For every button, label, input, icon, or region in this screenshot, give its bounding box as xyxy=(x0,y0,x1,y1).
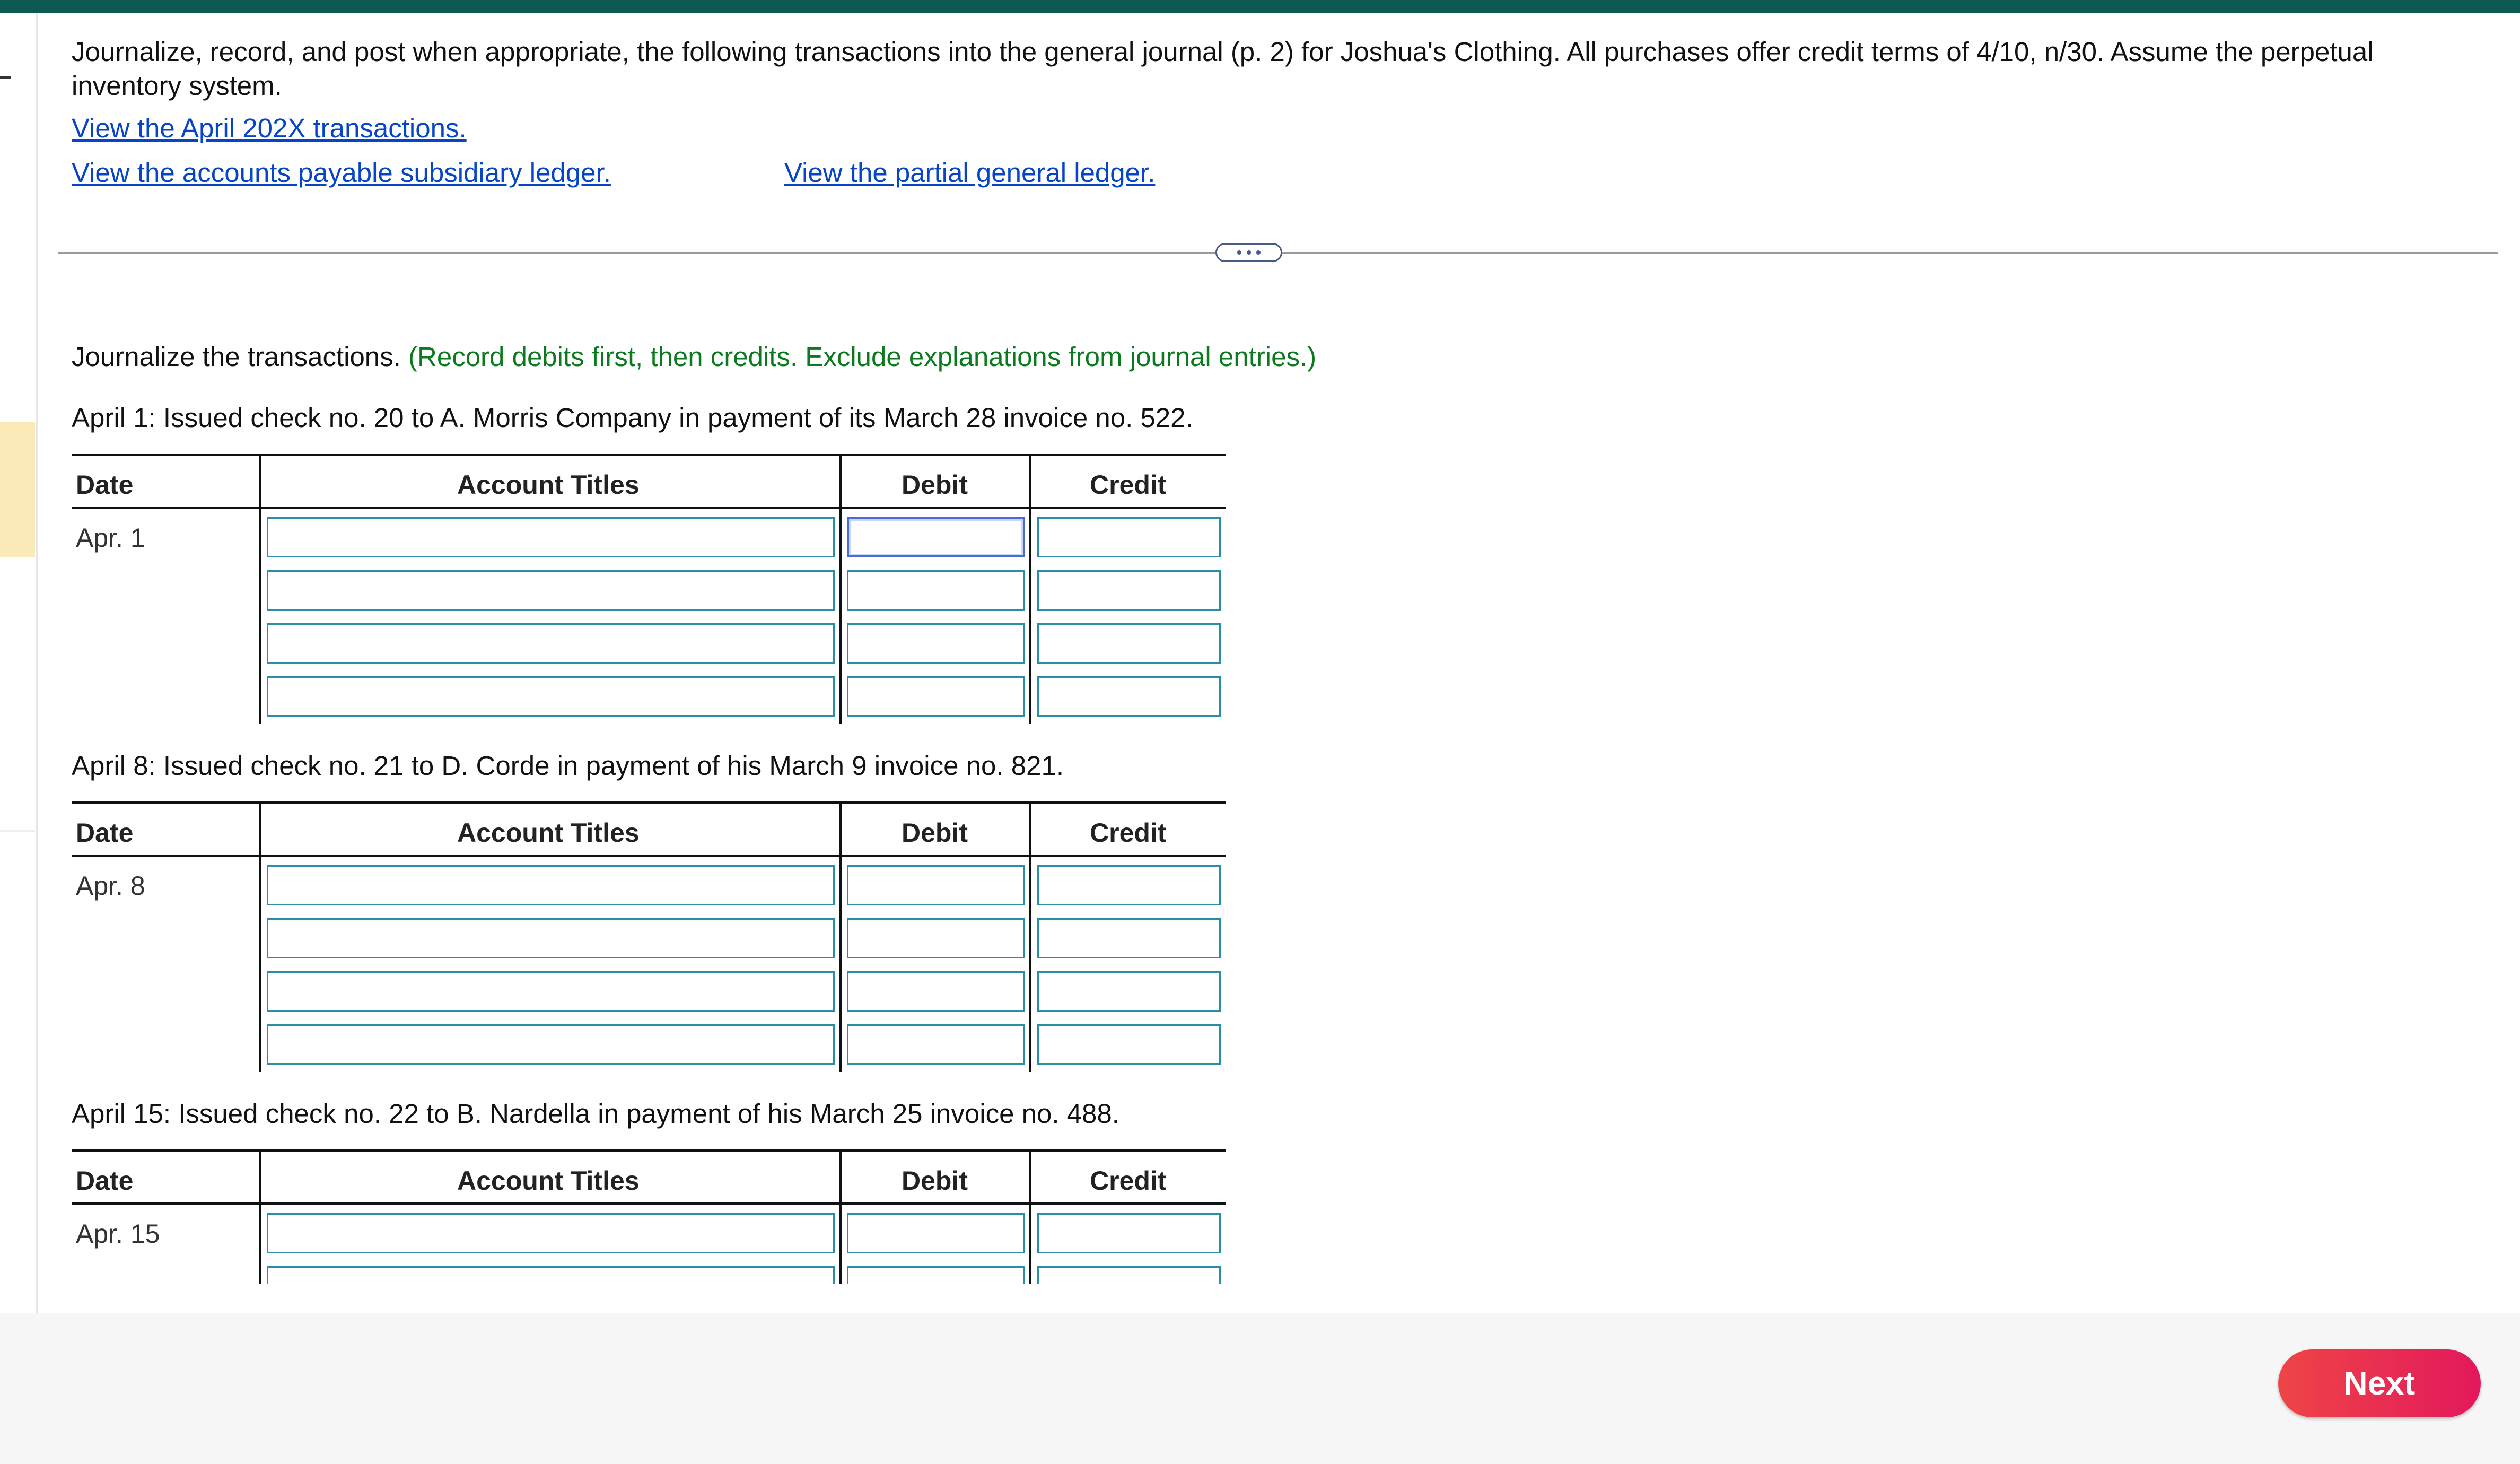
account-title-input[interactable] xyxy=(267,676,835,717)
credit-input[interactable] xyxy=(1037,517,1221,557)
credit-input[interactable] xyxy=(1037,623,1221,664)
column-header-date: Date xyxy=(76,1166,134,1196)
ellipsis-dot-icon xyxy=(1247,250,1251,255)
column-divider xyxy=(839,454,842,724)
column-divider xyxy=(259,454,261,724)
column-header-account-titles: Account Titles xyxy=(457,470,640,500)
column-header-debit: Debit xyxy=(902,470,968,500)
column-header-date: Date xyxy=(76,818,134,848)
collapse-dash-icon[interactable] xyxy=(0,76,11,79)
debit-input[interactable] xyxy=(847,1266,1025,1284)
debit-input[interactable] xyxy=(847,623,1025,664)
column-header-debit: Debit xyxy=(902,818,968,848)
account-title-input[interactable] xyxy=(267,1213,835,1253)
column-header-credit: Credit xyxy=(1090,470,1167,500)
credit-input[interactable] xyxy=(1037,676,1221,717)
journal-table xyxy=(72,801,1226,1072)
ellipsis-dot-icon xyxy=(1237,250,1241,255)
account-title-input[interactable] xyxy=(267,623,835,664)
account-title-input[interactable] xyxy=(267,865,835,905)
debit-input[interactable] xyxy=(847,570,1025,611)
account-title-input[interactable] xyxy=(267,517,835,557)
credit-input[interactable] xyxy=(1037,1266,1221,1284)
journal-table-header xyxy=(72,801,1226,857)
credit-input[interactable] xyxy=(1037,1213,1221,1253)
column-header-account-titles: Account Titles xyxy=(457,818,640,848)
credit-input[interactable] xyxy=(1037,1024,1221,1065)
expand-ellipsis-button[interactable] xyxy=(1215,243,1282,262)
journal-table-header xyxy=(72,454,1226,509)
column-header-credit: Credit xyxy=(1090,1166,1167,1196)
account-title-input[interactable] xyxy=(267,1024,835,1065)
debit-input[interactable] xyxy=(847,517,1025,557)
column-header-date: Date xyxy=(76,470,134,500)
journal-table xyxy=(72,1149,1226,1284)
entry-prompt: April 15: Issued check no. 22 to B. Nardella in payment of his March 25 invoice no. 488. xyxy=(72,1099,1119,1129)
credit-input[interactable] xyxy=(1037,570,1221,611)
column-divider xyxy=(259,1149,261,1284)
instructions-hint: (Record debits first, then credits. Exclude explanations from journal entries.) xyxy=(408,342,1317,372)
journalize-instructions xyxy=(72,340,1316,374)
debit-input[interactable] xyxy=(847,1213,1025,1253)
column-divider xyxy=(1029,801,1031,1072)
account-title-input[interactable] xyxy=(267,1266,835,1284)
column-divider xyxy=(259,801,261,1072)
view-transactions-link[interactable]: View the April 202X transactions. xyxy=(72,113,467,143)
entry-prompt: April 1: Issued check no. 20 to A. Morris Company in payment of its March 28 invoice no. 522. xyxy=(72,403,1193,433)
left-panel-separator xyxy=(0,830,35,832)
entry-prompt: April 8: Issued check no. 21 to D. Corde in payment of his March 9 invoice no. 821. xyxy=(72,751,1064,781)
left-panel-border xyxy=(36,13,38,1313)
debit-input[interactable] xyxy=(847,918,1025,958)
account-title-input[interactable] xyxy=(267,918,835,958)
view-general-ledger-link[interactable]: View the partial general ledger. xyxy=(784,158,1156,188)
entry-date: Apr. 1 xyxy=(76,523,145,553)
column-divider xyxy=(1029,454,1031,724)
debit-input[interactable] xyxy=(847,1024,1025,1065)
ellipsis-dot-icon xyxy=(1256,250,1261,255)
journal-table xyxy=(72,454,1226,724)
top-bar xyxy=(0,0,2520,13)
credit-input[interactable] xyxy=(1037,971,1221,1012)
debit-input[interactable] xyxy=(847,865,1025,905)
next-button[interactable]: Next xyxy=(2278,1349,2481,1417)
entry-date: Apr. 15 xyxy=(76,1219,160,1249)
column-header-account-titles: Account Titles xyxy=(457,1166,640,1196)
column-divider xyxy=(839,801,842,1072)
account-title-input[interactable] xyxy=(267,971,835,1012)
account-title-input[interactable] xyxy=(267,570,835,611)
credit-input[interactable] xyxy=(1037,865,1221,905)
question-intro: Journalize, record, and post when appropriate, the following transactions into the general journal (p. 2) for Joshua's Clothing. All purchases offer credit terms of 4/10, n/30. Assume the perpetual inventory system. xyxy=(72,37,2374,101)
entry-date: Apr. 8 xyxy=(76,871,145,901)
debit-input[interactable] xyxy=(847,971,1025,1012)
column-header-debit: Debit xyxy=(902,1166,968,1196)
view-ap-ledger-link[interactable]: View the accounts payable subsidiary ledger. xyxy=(72,158,611,188)
question-highlight-marker xyxy=(0,422,35,557)
footer-bar xyxy=(0,1313,2520,1464)
column-divider xyxy=(839,1149,842,1284)
journal-table-header xyxy=(72,1149,1226,1205)
column-header-credit: Credit xyxy=(1090,818,1167,848)
column-divider xyxy=(1029,1149,1031,1284)
debit-input[interactable] xyxy=(847,676,1025,717)
instructions-main: Journalize the transactions. xyxy=(72,342,401,372)
credit-input[interactable] xyxy=(1037,918,1221,958)
